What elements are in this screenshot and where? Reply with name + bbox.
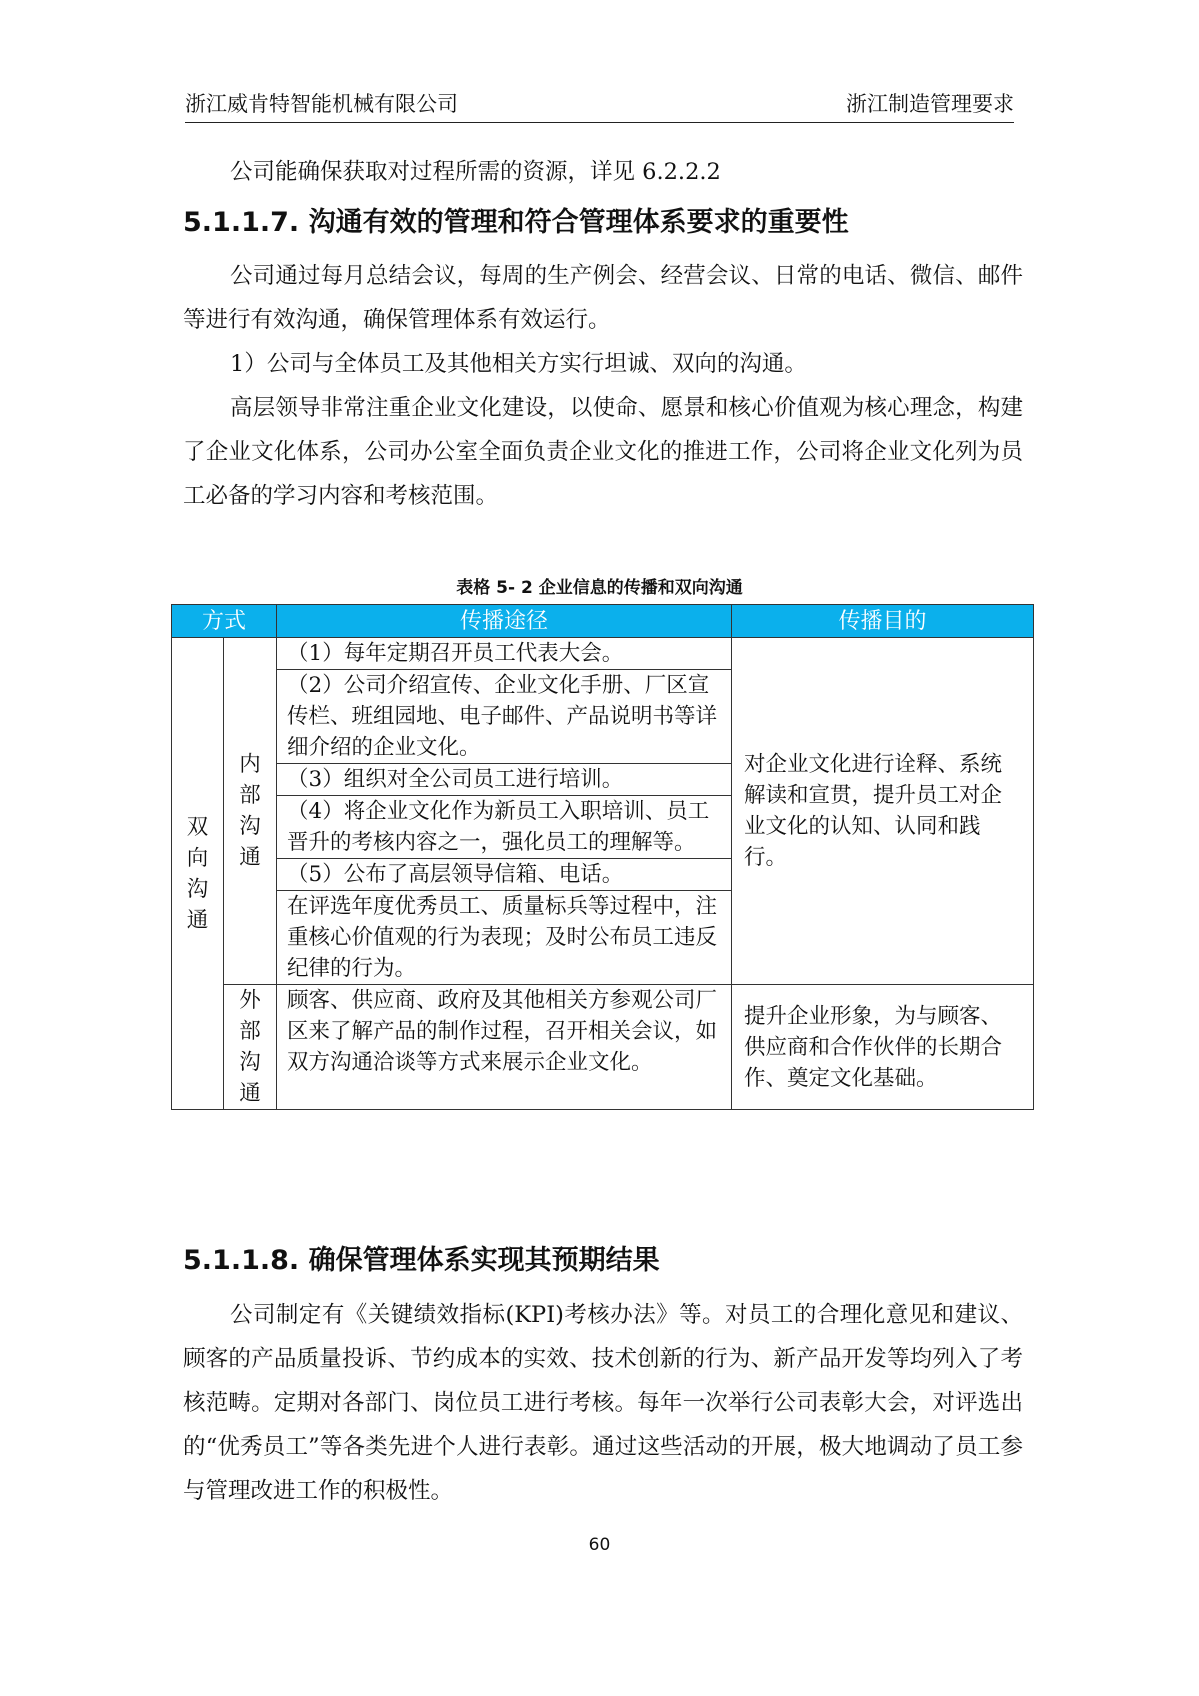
section-1-paragraph-1: 公司通过每月总结会议，每周的生产例会、经营会议、日常的电话、微信、邮件等进行有效沟通，确保管理体系有效运行。 <box>183 263 1023 333</box>
table-row <box>172 985 1034 1110</box>
table-header-route: 传播途径 <box>277 605 732 638</box>
table-header-row <box>172 605 1034 638</box>
section-2-paragraph: 公司制定有《关键绩效指标(KPI)考核办法》等。对员工的合理化意见和建议、顾客的产品质量投诉、节约成本的实效、技术创新的行为、新产品开发等均列入了考核范畴。定期对各部门、岗位员工进行考核。每年一次举行公司表彰大会，对评选出的“优秀员工”等各类先进个人进行表彰。通过这些活动的开展，极大地调动了员工参与管理改进工作的积极性。 <box>183 1302 1023 1504</box>
header-company: 浙江威肯特智能机械有限公司 <box>185 92 458 116</box>
table-header-mode: 方式 <box>172 605 277 638</box>
mode-label: 双向沟通 <box>186 814 209 933</box>
external-route: 顾客、供应商、政府及其他相关方参观公司厂区来了解产品的制作过程，召开相关会议，如双方沟通洽谈等方式来展示企业文化。 <box>277 985 732 1110</box>
external-label: 外部沟通 <box>239 988 261 1106</box>
table-caption: 表格 5- 2 企业信息的传播和双向沟通 <box>456 578 743 598</box>
section-heading-5-1-1-8: 5.1.1.8. 确保管理体系实现其预期结果 <box>183 1245 660 1276</box>
internal-route-5: （5）公布了高层领导信箱、电话。 <box>277 859 732 891</box>
external-purpose: 提升企业形象，为与顾客、供应商和合作伙伴的长期合作、奠定文化基础。 <box>732 985 1034 1110</box>
internal-route-6: 在评选年度优秀员工、质量标兵等过程中，注重核心价值观的行为表现；及时公布员工违反纪律的行为。 <box>277 891 732 985</box>
internal-route-4: （4）将企业文化作为新员工入职培训、员工晋升的考核内容之一，强化员工的理解等。 <box>277 796 732 859</box>
internal-route-3: （3）组织对全公司员工进行培训。 <box>277 764 732 796</box>
internal-cell <box>224 638 277 985</box>
internal-purpose: 对企业文化进行诠释、系统解读和宣贯，提升员工对企业文化的认知、认同和践行。 <box>732 638 1034 985</box>
external-cell <box>224 985 277 1110</box>
page-number: 60 <box>588 1535 611 1555</box>
table-row <box>172 638 1034 670</box>
mode-cell <box>172 638 224 1110</box>
section-heading-5-1-1-7: 5.1.1.7. 沟通有效的管理和符合管理体系要求的重要性 <box>183 207 849 238</box>
internal-label: 内部沟通 <box>239 752 261 870</box>
table-header-purpose: 传播目的 <box>732 605 1034 638</box>
communication-table <box>171 604 1034 1110</box>
internal-route-2: （2）公司介绍宣传、企业文化手册、厂区宣传栏、班组园地、电子邮件、产品说明书等详细介绍的企业文化。 <box>277 670 732 764</box>
internal-route-1: （1）每年定期召开员工代表大会。 <box>277 638 732 670</box>
section-1-item-1: 1）公司与全体员工及其他相关方实行坦诚、双向的沟通。 <box>230 351 807 377</box>
section-1-paragraph-2: 高层领导非常注重企业文化建设，以使命、愿景和核心价值观为核心理念，构建了企业文化体系，公司办公室全面负责企业文化的推进工作，公司将企业文化列为员工必备的学习内容和考核范围。 <box>183 395 1023 509</box>
page-header <box>185 86 1014 123</box>
intro-paragraph: 公司能确保获取对过程所需的资源，详见 6.2.2.2 <box>230 159 721 185</box>
header-document-title: 浙江制造管理要求 <box>846 92 1014 116</box>
